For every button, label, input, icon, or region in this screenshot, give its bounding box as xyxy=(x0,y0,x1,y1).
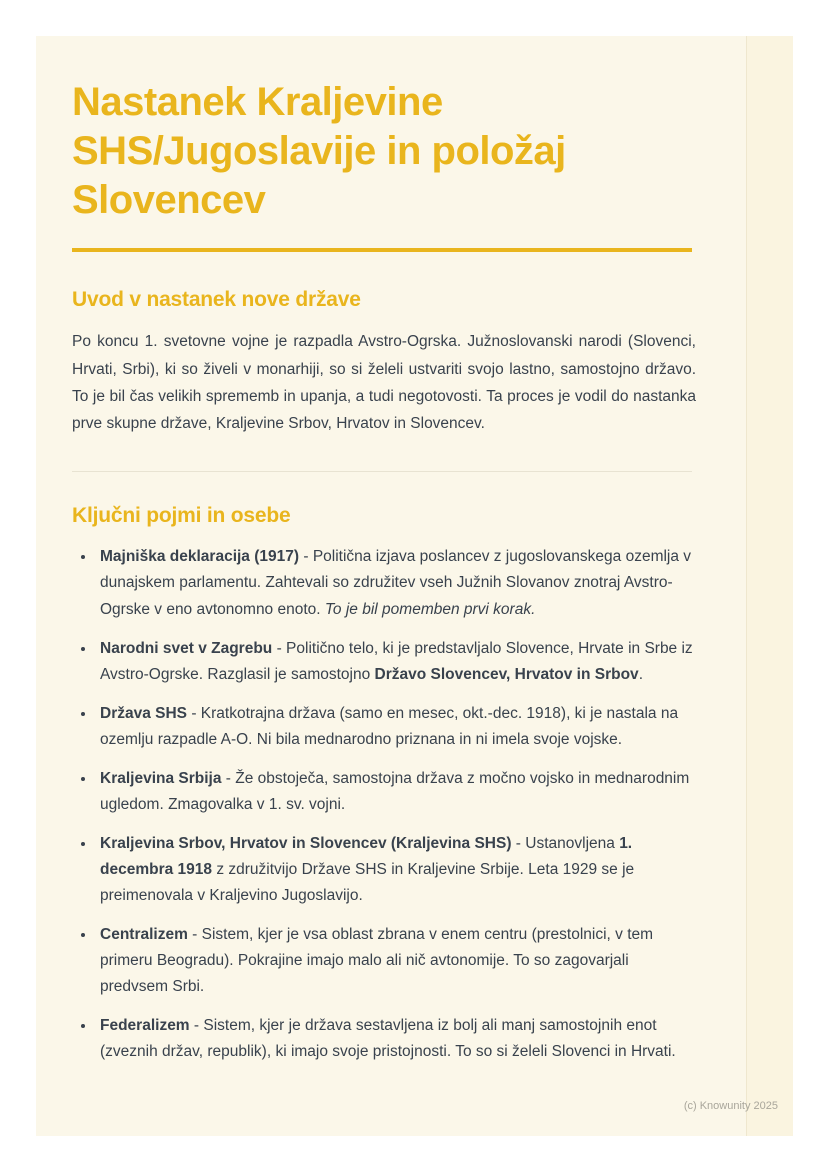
list-item-text-bold: Kraljevina Srbov, Hrvatov in Slovencev (Kraljevina SHS) xyxy=(100,834,512,852)
list-item-text-bold: Državo Slovencev, Hrvatov in Srbov xyxy=(374,665,639,683)
list-item xyxy=(96,701,696,753)
list-item xyxy=(96,544,696,622)
list-item-text-bold: Centralizem xyxy=(100,925,188,943)
title-divider xyxy=(72,248,692,252)
list-item-text-bold: Majniška deklaracija (1917) xyxy=(100,548,300,566)
list-item-text-italic: To je bil pomemben prvi korak. xyxy=(324,600,536,618)
list-item-text-normal: - Sistem, kjer je vsa oblast zbrana v enem centru (prestolnici, v tem primeru Beogradu). Pokrajine imajo malo ali nič avtonomije. To so zagovarjali predvsem Srbi. xyxy=(100,925,654,995)
document-page xyxy=(36,36,793,1136)
section-divider xyxy=(72,471,692,472)
list-item-text-normal: - Politična izjava poslancev z jugoslovanskega ozemlja v dunajskem parlamentu. Zahtevali so združitev vseh Južnih Slovanov znotraj Avstro-Ogrske v eno avtonomno enoto. xyxy=(100,548,692,618)
section-heading-key-terms: Ključni pojmi in osebe xyxy=(72,504,291,528)
list-item-text-normal: - Kratkotrajna država (samo en mesec, okt.-dec. 1918), ki je nastala na ozemlju razpadle A-O. Ni bila mednarodno priznana in ni imela svoje vojske. xyxy=(100,704,679,748)
document-content xyxy=(72,36,696,1078)
key-terms-list xyxy=(72,544,696,1065)
page-title: Nastanek Kraljevine SHS/Jugoslavije in položaj Slovencev xyxy=(72,80,566,222)
copyright-notice: (c) Knowunity 2025 xyxy=(683,1100,778,1112)
section-intro xyxy=(72,288,696,437)
list-item xyxy=(96,1013,696,1065)
list-item xyxy=(96,636,696,688)
intro-paragraph: Po koncu 1. svetovne vojne je razpadla Avstro-Ogrska. Južnoslovanski narodi (Slovenci, Hrvati, Srbi), ki so živeli v monarhiji, so si želeli ustvariti svojo lastno, samostojno državo. To je bil čas velikih sprememb in upanja, a tudi negotovosti. Ta proces je vodil do nastanka prve skupne države, Kraljevine Srbov, Hrvatov in Slovencev. xyxy=(72,333,696,433)
list-item-text-normal: . xyxy=(638,665,643,683)
list-item-text-bold: 1. decembra 1918 xyxy=(100,834,633,878)
list-item-text-normal: - Sistem, kjer je država sestavljena iz bolj ali manj samostojnih enot (zveznih držav, republik), ki imajo svoje pristojnosti. To so si želeli Slovenci in Hrvati. xyxy=(100,1016,676,1060)
list-item-text-bold: Federalizem xyxy=(100,1016,190,1034)
section-key-terms xyxy=(72,504,696,1065)
list-item xyxy=(96,766,696,818)
list-item-text-normal: z združitvijo Države SHS in Kraljevine Srbije. Leta 1929 se je preimenovala v Kraljevino Jugoslavijo. xyxy=(100,860,635,904)
list-item xyxy=(96,831,696,909)
section-heading-uvod: Uvod v nastanek nove države xyxy=(72,288,361,312)
list-item-text-normal: - Politično telo, ki je predstavljalo Slovence, Hrvate in Srbe iz Avstro-Ogrske. Razglasil je samostojno xyxy=(100,639,693,683)
list-item-text-bold: Narodni svet v Zagrebu xyxy=(100,639,273,657)
list-item-text-normal: - Ustanovljena xyxy=(511,834,620,852)
list-item xyxy=(96,922,696,1000)
list-item-text-bold: Kraljevina Srbija xyxy=(100,769,222,787)
list-item-text-bold: Država SHS xyxy=(100,704,188,722)
list-item-text-normal: - Že obstoječa, samostojna država z močno vojsko in mednarodnim ugledom. Zmagovalka v 1. sv. vojni. xyxy=(100,769,690,813)
page-edge-strip xyxy=(746,36,793,1136)
